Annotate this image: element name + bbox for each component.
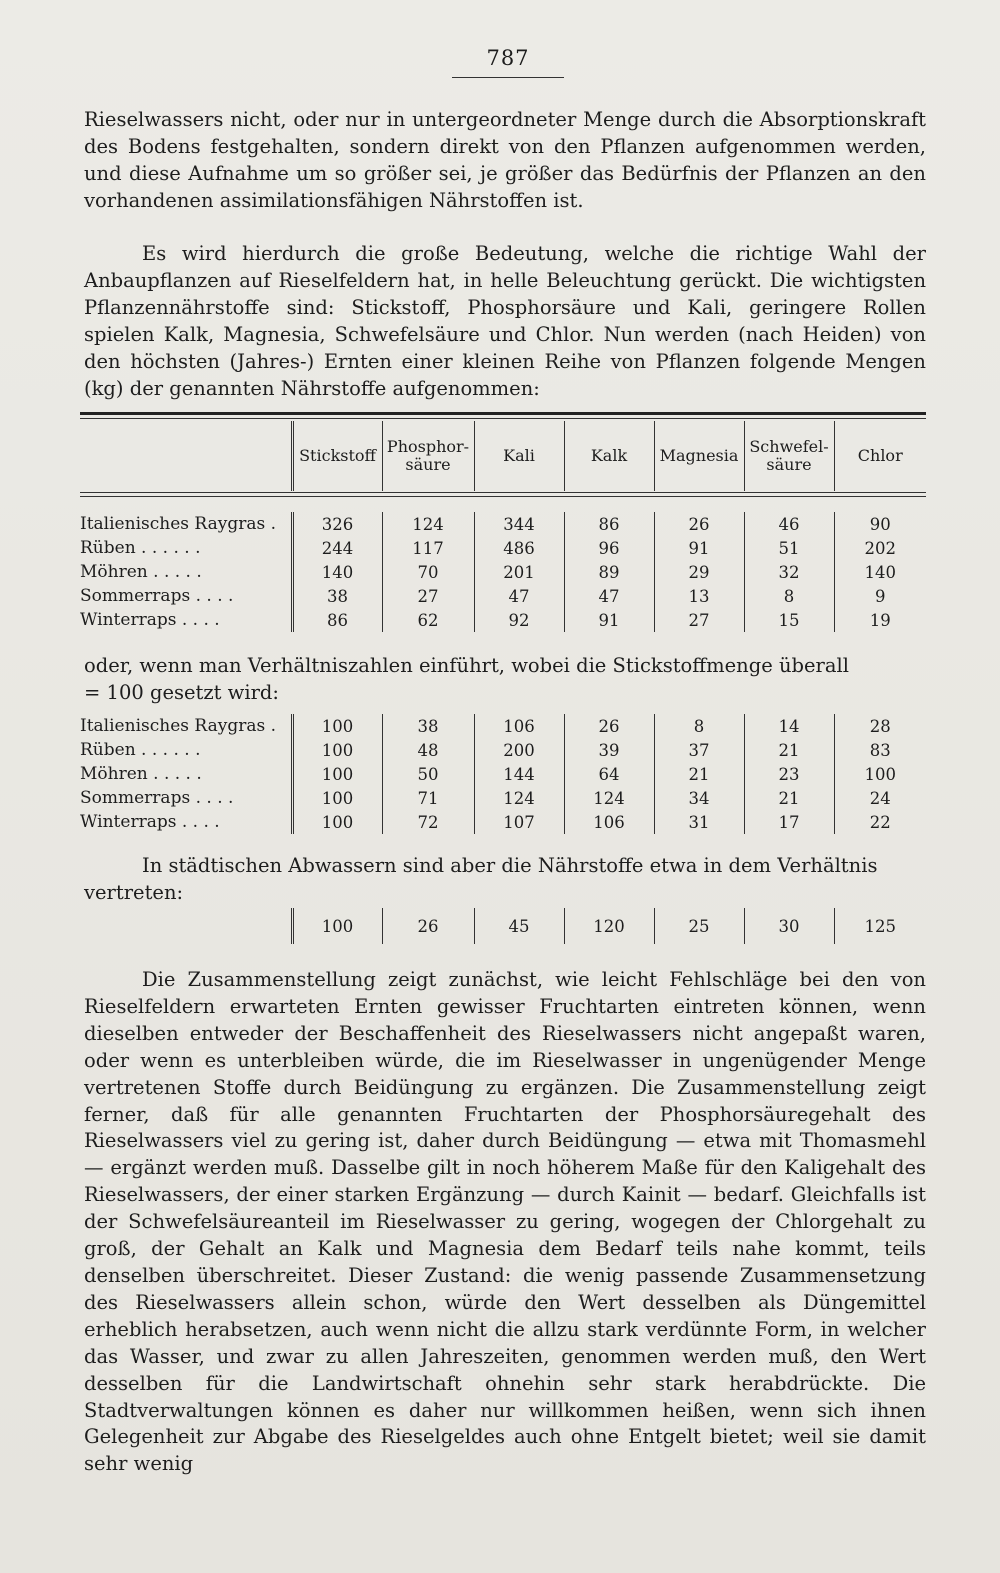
table-cell: 46: [744, 512, 834, 536]
table-cell: 107: [474, 810, 564, 834]
table-cell: 486: [474, 536, 564, 560]
table-row: [80, 714, 926, 738]
header-schwefelsaeure: Schwefel- säure: [744, 421, 834, 491]
table-cell: 124: [382, 512, 474, 536]
table-cell: 117: [382, 536, 474, 560]
table-cell: 38: [382, 714, 474, 738]
table-cell: 8: [654, 714, 744, 738]
table-cell: 26: [382, 908, 474, 944]
table-top-rule: [80, 412, 926, 415]
nutrient-table-header: [80, 421, 926, 491]
table-cell: 96: [564, 536, 654, 560]
row-label: Winterraps . . . .: [80, 610, 220, 630]
table-cell: 8: [744, 584, 834, 608]
header-phosphorsaeure: Phosphor- säure: [382, 421, 474, 491]
ratio-values-table: [80, 714, 926, 834]
ratio-intro-line-1: oder, wenn man Verhältniszahlen einführt, wobei die Stickstoffmenge überall: [84, 654, 849, 677]
table-cell: 100: [834, 762, 926, 786]
table-cell: 125: [834, 908, 926, 944]
sewage-values-table: [80, 908, 926, 944]
row-label: Rüben . . . . . .: [80, 538, 201, 558]
table-cell: 21: [654, 762, 744, 786]
table-row: [80, 810, 926, 834]
table-cell: 29: [654, 560, 744, 584]
row-label: Italienisches Raygras .: [80, 514, 276, 534]
table-top-rule-thin: [80, 418, 926, 419]
table-cell: 124: [474, 786, 564, 810]
paragraph-1: Rieselwassers nicht, oder nur in untergeordneter Menge durch die Absorptionskraft des Bodens festgehalten, sondern direkt von den Pflanzen aufgenommen werden, und diese Aufnahme um so größer sei, je größer das Bedürfnis der Pflanzen an den vorhandenen assimilationsfähigen Nährstoffen ist.: [84, 108, 926, 212]
table-cell: 71: [382, 786, 474, 810]
table-row: [80, 762, 926, 786]
header-empty: [80, 421, 292, 491]
table-cell: 45: [474, 908, 564, 944]
table-header-rule-1: [80, 492, 926, 493]
absolute-values-table: [80, 512, 926, 632]
row-label: Möhren . . . . .: [80, 764, 202, 784]
table-cell: 37: [654, 738, 744, 762]
table-row: [80, 786, 926, 810]
table-cell: 62: [382, 608, 474, 632]
table-cell: 100: [292, 714, 382, 738]
row-label: Sommerraps . . . .: [80, 788, 234, 808]
table-cell: 15: [744, 608, 834, 632]
table-cell: 86: [292, 608, 382, 632]
table-cell: 106: [564, 810, 654, 834]
table-cell: 23: [744, 762, 834, 786]
row-label: [80, 908, 292, 944]
table-cell: 21: [744, 786, 834, 810]
table-cell: 64: [564, 762, 654, 786]
table-cell: 91: [564, 608, 654, 632]
table-cell: 51: [744, 536, 834, 560]
sewage-intro-line-2: vertreten:: [84, 881, 184, 904]
table-cell: 201: [474, 560, 564, 584]
table-cell: 120: [564, 908, 654, 944]
header-chlor: Chlor: [834, 421, 926, 491]
table-cell: 90: [834, 512, 926, 536]
table-header-rule-2: [80, 496, 926, 497]
table-row: [80, 908, 926, 944]
header-kalk: Kalk: [564, 421, 654, 491]
table-cell: 47: [564, 584, 654, 608]
table-cell: 344: [474, 512, 564, 536]
table-cell: 92: [474, 608, 564, 632]
table-cell: 326: [292, 512, 382, 536]
page-number: 787: [486, 46, 530, 70]
table-cell: 106: [474, 714, 564, 738]
table-cell: 70: [382, 560, 474, 584]
row-label: Rüben . . . . . .: [80, 740, 201, 760]
table-cell: 144: [474, 762, 564, 786]
table-cell: 27: [382, 584, 474, 608]
table-cell: 100: [292, 762, 382, 786]
table-cell: 14: [744, 714, 834, 738]
table-cell: 27: [654, 608, 744, 632]
table-cell: 48: [382, 738, 474, 762]
table-cell: 22: [834, 810, 926, 834]
table-cell: 140: [834, 560, 926, 584]
table-cell: 100: [292, 738, 382, 762]
header-magnesia: Magnesia: [654, 421, 744, 491]
header-stickstoff: Stickstoff: [292, 421, 382, 491]
table-cell: 30: [744, 908, 834, 944]
table-cell: 9: [834, 584, 926, 608]
table-row: [80, 584, 926, 608]
table-cell: 17: [744, 810, 834, 834]
table-cell: 140: [292, 560, 382, 584]
row-label: Möhren . . . . .: [80, 562, 202, 582]
sewage-intro-line-1: In städtischen Abwassern sind aber die Nährstoffe etwa in dem Verhältnis: [142, 854, 878, 877]
ratio-intro-line-2: = 100 gesetzt wird:: [84, 681, 279, 704]
table-cell: 24: [834, 786, 926, 810]
table-cell: 25: [654, 908, 744, 944]
table-cell: 100: [292, 786, 382, 810]
table-row: [80, 738, 926, 762]
table-row: [80, 560, 926, 584]
table-cell: 91: [654, 536, 744, 560]
table-cell: 100: [292, 908, 382, 944]
table-cell: 31: [654, 810, 744, 834]
table-cell: 21: [744, 738, 834, 762]
table-cell: 244: [292, 536, 382, 560]
table-cell: 19: [834, 608, 926, 632]
paragraph-3: Die Zusammenstellung zeigt zunächst, wie leicht Fehlschläge bei den von Rieselfeldern erwarteten Ernten gewisser Fruchtarten eintreten können, wenn dieselben entweder der Beschaffenheit des Rieselwassers nicht angepaßt waren, oder wenn es unterbleiben würde, die im Rieselwasser in ungenügender Menge vertretenen Stoffe durch Beidüngung zu ergänzen. Die Zusammenstellung zeigt ferner, daß für alle genannten Fruchtarten der Phosphorsäuregehalt des Rieselwassers viel zu gering ist, daher durch Beidüngung — etwa mit Thomasmehl — ergänzt werden muß. Dasselbe gilt in noch höherem Maße für den Kaligehalt des Rieselwassers, der einer starken Ergänzung — durch Kainit — bedarf. Gleichfalls ist der Schwefelsäureanteil im Rieselwasser zu gering, wogegen der Chlorgehalt zu groß, der Gehalt an Kalk und Magnesia dem Bedarf teils nahe kommt, teils denselben überschreitet. Dieser Zustand: die wenig passende Zusammensetzung des Rieselwassers allein schon, würde den Wert desselben als Düngemittel erheblich herabsetzen, auch wenn nicht die allzu stark verdünnte Form, in welcher das Wasser, und zwar zu allen Jahreszeiten, genommen werden muß, den Wert desselben für die Landwirtschaft ohnehin sehr stark herabdrückte. Die Stadtverwaltungen können es daher nur willkommen heißen, wenn sich ihnen Gelegenheit zur Abgabe des Rieselgeldes auch ohne Entgelt bietet; weil sie damit sehr wenig: [84, 968, 926, 1476]
row-label: Winterraps . . . .: [80, 812, 220, 832]
row-label: Italienisches Raygras .: [80, 716, 276, 736]
table-cell: 26: [564, 714, 654, 738]
table-cell: 38: [292, 584, 382, 608]
table-cell: 89: [564, 560, 654, 584]
table-cell: 39: [564, 738, 654, 762]
table-cell: 26: [654, 512, 744, 536]
table-cell: 86: [564, 512, 654, 536]
table-cell: 34: [654, 786, 744, 810]
paragraph-2: Es wird hierdurch die große Bedeutung, welche die richtige Wahl der Anbaupflanzen auf Rieselfeldern hat, in helle Beleuchtung gerückt. Die wichtigsten Pflanzennährstoffe sind: Stickstoff, Phosphorsäure und Kali, geringere Rollen spielen Kalk, Magnesia, Schwefelsäure und Chlor. Nun werden (nach Heiden) von den höchsten (Jahres-) Ernten einer kleinen Reihe von Pflanzen folgende Mengen (kg) der genannten Nährstoffe aufgenommen:: [84, 242, 926, 400]
table-cell: 13: [654, 584, 744, 608]
table-cell: 72: [382, 810, 474, 834]
header-kali: Kali: [474, 421, 564, 491]
table-cell: 100: [292, 810, 382, 834]
table-cell: 32: [744, 560, 834, 584]
row-label: Sommerraps . . . .: [80, 586, 234, 606]
table-cell: 47: [474, 584, 564, 608]
page-number-rule: [452, 77, 564, 78]
table-row: [80, 608, 926, 632]
table-cell: 50: [382, 762, 474, 786]
table-cell: 28: [834, 714, 926, 738]
table-row: [80, 536, 926, 560]
table-cell: 124: [564, 786, 654, 810]
table-row: [80, 512, 926, 536]
table-cell: 202: [834, 536, 926, 560]
table-cell: 83: [834, 738, 926, 762]
table-cell: 200: [474, 738, 564, 762]
